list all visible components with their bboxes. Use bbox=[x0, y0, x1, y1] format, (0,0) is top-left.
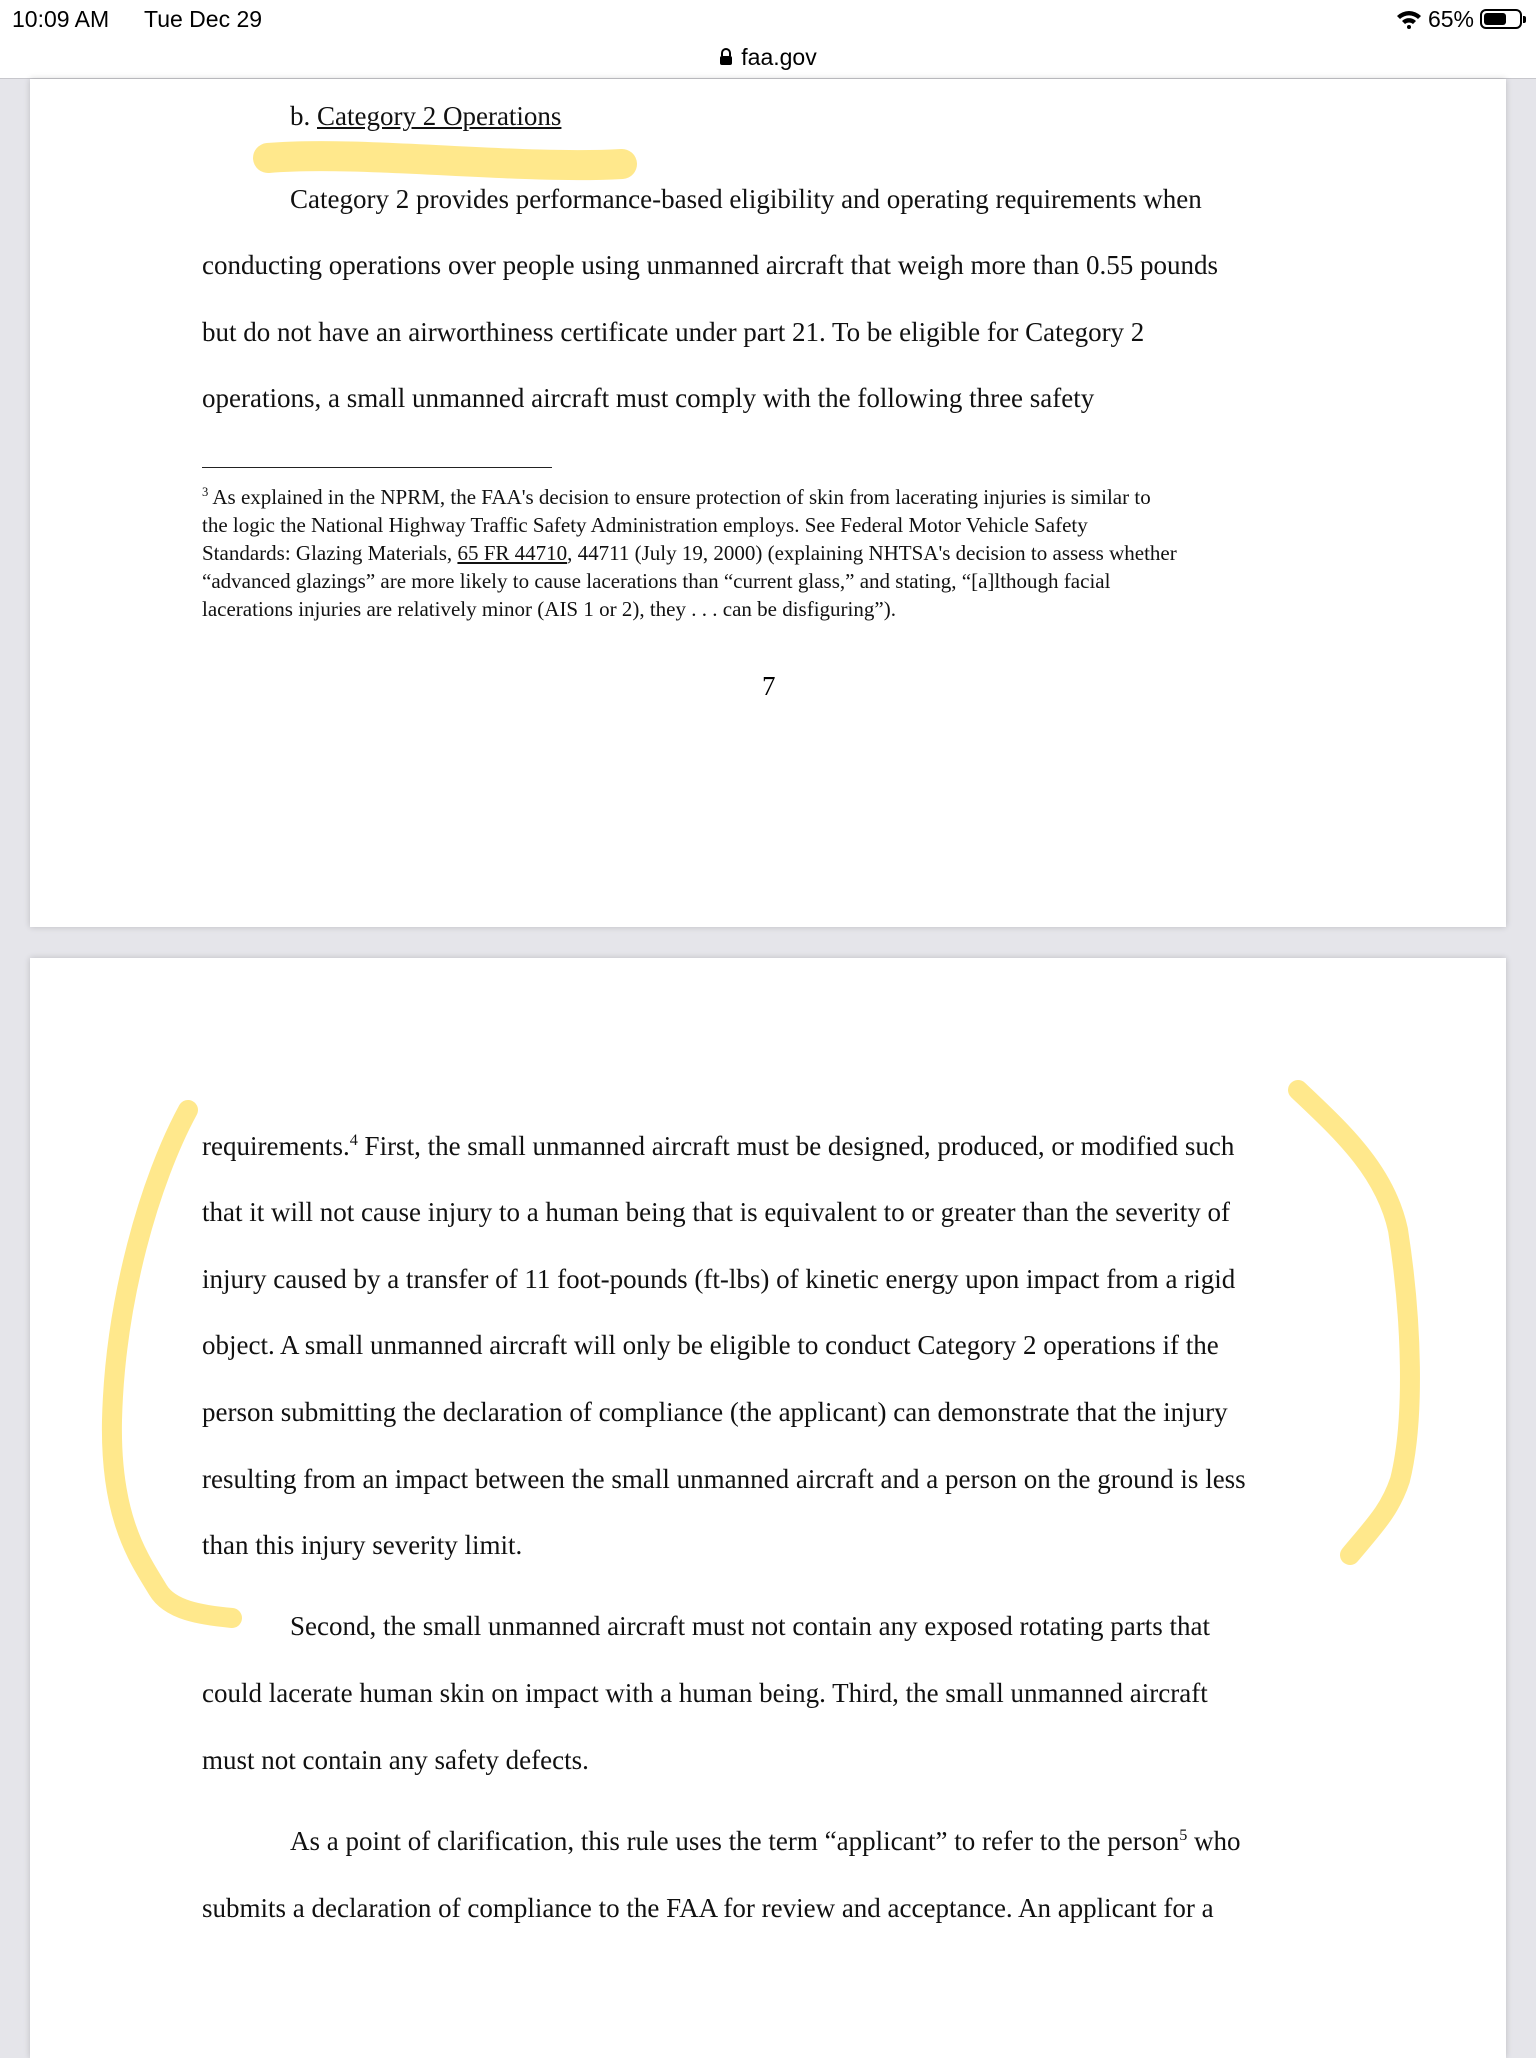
page-number: 7 bbox=[762, 671, 776, 701]
footnote-line: lacerations injuries are relatively minor (AIS 1 or 2), they . . . can be disfiguring”). bbox=[202, 597, 896, 621]
body-line: operations, a small unmanned aircraft must comply with the following three safety bbox=[202, 383, 1095, 413]
body-line: Second, the small unmanned aircraft must not contain any exposed rotating parts that bbox=[290, 1611, 1211, 1641]
url-text[interactable]: faa.gov bbox=[741, 43, 817, 70]
body-line: Category 2 provides performance-based eligibility and operating requirements when bbox=[290, 184, 1202, 214]
status-indicators bbox=[1396, 4, 1522, 34]
status-bar bbox=[0, 0, 1536, 36]
battery-percent: 65% bbox=[1427, 5, 1474, 32]
footnote-line: Standards: Glazing Materials, 65 FR 44710, 44711 (July 19, 2000) (explaining NHTSA's decision to assess whether bbox=[202, 541, 1177, 565]
battery-level bbox=[1484, 13, 1506, 25]
body-line: As a point of clarification, this rule uses the term “applicant” to refer to the person$^5$ who bbox=[290, 1826, 1241, 1856]
body-line: submits a declaration of compliance to the FAA for review and acceptance. An applicant for a bbox=[202, 1893, 1214, 1923]
body-line: that it will not cause injury to a human being that is equivalent to or greater than the severity of bbox=[202, 1197, 1230, 1227]
footnote-marker: 3 bbox=[202, 485, 209, 499]
section-heading: b. Category 2 Operations bbox=[290, 101, 562, 131]
footnote-ref[interactable]: 5 bbox=[1179, 1826, 1188, 1844]
footnote-ref[interactable]: 4 bbox=[349, 1131, 358, 1149]
document-page-8 bbox=[30, 958, 1506, 2058]
body-line: but do not have an airworthiness certificate under part 21. To be eligible for Category 2 bbox=[202, 317, 1145, 347]
body-line: must not contain any safety defects. bbox=[202, 1745, 589, 1775]
body-line: resulting from an impact between the small unmanned aircraft and a person on the ground is less bbox=[202, 1464, 1246, 1494]
status-time: 10:09 AM bbox=[12, 6, 110, 32]
section-heading-title: Category 2 Operations bbox=[317, 101, 562, 131]
citation-link[interactable]: 65 FR 44710 bbox=[457, 541, 568, 565]
body-line: injury caused by a transfer of 11 foot-pounds (ft-lbs) of kinetic energy upon impact from a rigid bbox=[202, 1264, 1236, 1294]
status-date: Tue Dec 29 bbox=[144, 6, 263, 32]
url-bar[interactable] bbox=[0, 36, 1536, 79]
footnote-line: “advanced glazings” are more likely to cause lacerations than “current glass,” and stating, “[a]lthough facial bbox=[202, 569, 1111, 593]
body-line: conducting operations over people using unmanned aircraft that weigh more than 0.55 pounds bbox=[202, 250, 1218, 280]
document-page-7 bbox=[30, 79, 1506, 927]
footnote-line: the logic the National Highway Traffic Safety Administration employs. See Federal Motor Vehicle Safety bbox=[202, 513, 1088, 537]
body-line: requirements.$^4$ First, the small unmanned aircraft must be designed, produced, or modified such bbox=[202, 1131, 1235, 1161]
wifi-icon bbox=[1396, 9, 1422, 29]
footnote-separator bbox=[202, 467, 552, 468]
body-line: could lacerate human skin on impact with a human being. Third, the small unmanned aircraft bbox=[202, 1678, 1208, 1708]
battery-icon bbox=[1480, 9, 1522, 29]
footnote-3: $^3$ As explained in the NPRM, the FAA's decision to ensure protection of skin from lacerating injuries is similar to bbox=[202, 485, 1151, 509]
body-line: object. A small unmanned aircraft will only be eligible to conduct Category 2 operations if the bbox=[202, 1330, 1219, 1360]
body-line: person submitting the declaration of compliance (the applicant) can demonstrate that the injury bbox=[202, 1397, 1228, 1427]
body-line: than this injury severity limit. bbox=[202, 1530, 523, 1560]
lock-icon bbox=[719, 48, 733, 66]
